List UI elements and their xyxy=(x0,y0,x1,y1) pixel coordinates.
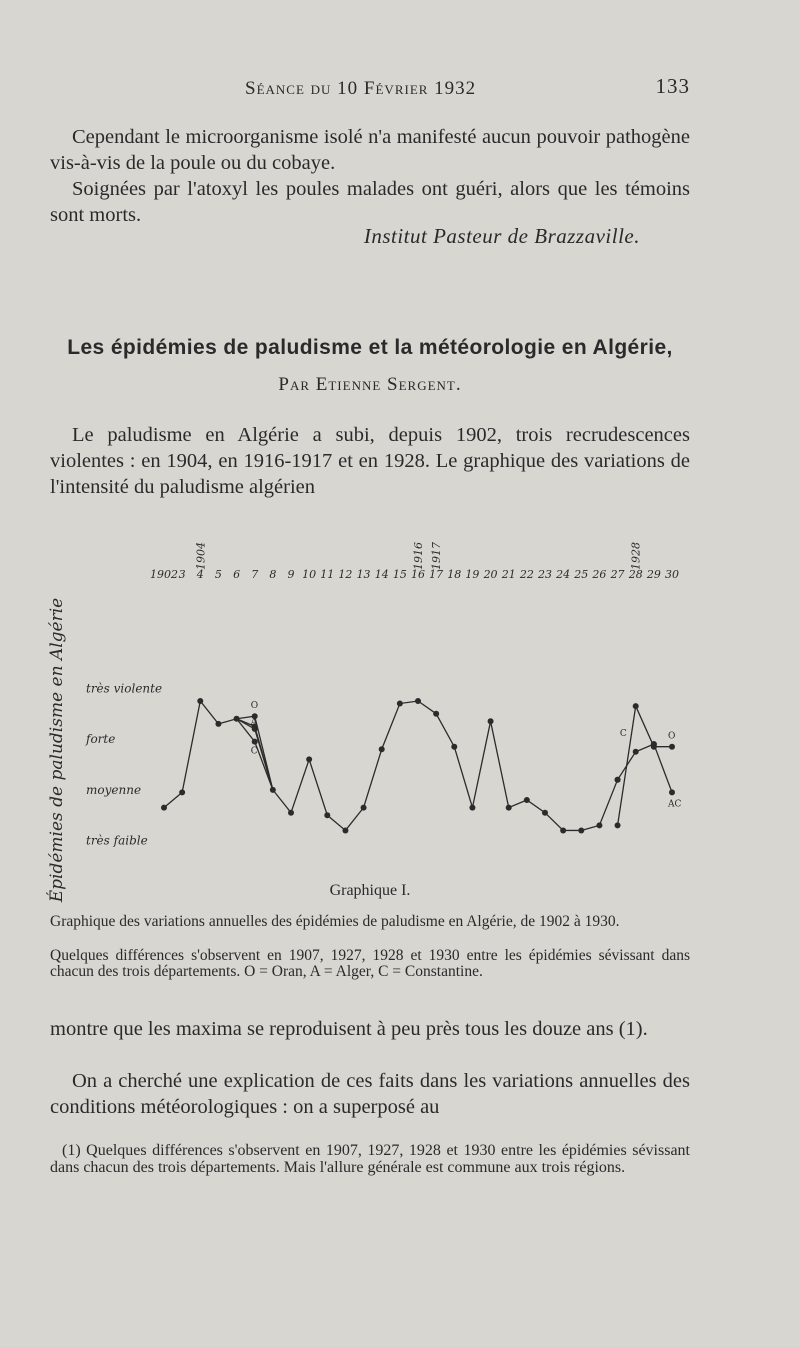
x-tick-label: 23 xyxy=(538,568,552,581)
x-tick-label: 7 xyxy=(251,568,259,581)
data-point xyxy=(288,810,294,816)
y-category-label: forte xyxy=(86,732,116,747)
x-tick-label: 10 xyxy=(302,568,317,581)
ending-point xyxy=(615,777,621,783)
x-tick-label: 29 xyxy=(646,568,661,581)
branch-label-1907: A xyxy=(250,717,258,728)
malaria-chart-figure xyxy=(40,520,700,910)
data-point xyxy=(324,812,330,818)
ending-line-O xyxy=(618,706,672,825)
x-tick-label: 19 xyxy=(465,568,480,581)
data-point xyxy=(306,756,312,762)
data-point xyxy=(379,746,385,752)
main-series-line xyxy=(164,701,618,830)
x-tick-label: 17 xyxy=(429,568,444,581)
data-point xyxy=(469,805,475,811)
previous-article-paragraph-2: Soignées par l'atoxyl les poules malades ont guéri, alors que les témoins sont morts. xyxy=(50,178,690,226)
y-category-label: très faible xyxy=(86,833,148,848)
branch-label-1907: O xyxy=(250,701,259,712)
data-point xyxy=(506,805,512,811)
epidemic-year-label: 1928 xyxy=(629,542,643,570)
data-point xyxy=(397,701,403,707)
article-continuation-paragraph: montre que les maxima se reproduisent à peu près tous les douze ans (1). xyxy=(50,1018,648,1040)
page-number: 133 xyxy=(655,74,690,98)
ending-line-AC xyxy=(654,744,672,792)
branch-label-1907: C xyxy=(250,746,258,757)
data-point xyxy=(542,810,548,816)
data-point xyxy=(596,822,602,828)
article-byline: Par Etienne Sergent. xyxy=(278,374,462,395)
figure-caption-2: Quelques différences s'observent en 1907, 1927, 1928 et 1930 entre les épidémies sévissant dans chacun des trois départements. O = Oran, A = Alger, C = Constantine. xyxy=(50,947,690,980)
y-category-label: moyenne xyxy=(86,782,142,797)
article-intro-paragraph: Le paludisme en Algérie a subi, depuis 1902, trois recrudescences violentes : en 1904, en 1916-1917 et en 1928. Le graphique des variations de l'intensité du paludisme algérien xyxy=(50,424,690,498)
x-tick-label: 30 xyxy=(665,568,679,581)
epidemic-year-label: 1916 xyxy=(412,542,425,570)
data-point xyxy=(560,827,566,833)
ending-point xyxy=(669,789,675,795)
data-point xyxy=(488,718,494,724)
x-tick-label: 9 xyxy=(287,568,295,581)
ending-point xyxy=(633,703,639,709)
x-tick-label: 16 xyxy=(411,568,425,581)
y-category-label: très violente xyxy=(86,681,163,696)
x-tick-label: 1902 xyxy=(150,568,178,581)
x-tick-label: 12 xyxy=(338,568,353,581)
data-point xyxy=(451,744,457,750)
data-point xyxy=(179,789,185,795)
ending-point xyxy=(651,741,657,747)
x-tick-label: 14 xyxy=(374,568,389,581)
x-tick-label: 27 xyxy=(610,568,625,581)
figure-caption-1: Graphique des variations annuelles des épidémies de paludisme en Algérie, de 1902 à 1930. xyxy=(50,913,620,930)
data-point xyxy=(361,805,367,811)
x-tick-label: 13 xyxy=(356,568,371,581)
x-tick-label: 20 xyxy=(483,568,498,581)
ending-point xyxy=(615,822,621,828)
data-point xyxy=(524,797,530,803)
data-point xyxy=(578,827,584,833)
x-tick-label: 6 xyxy=(233,568,241,581)
article-title: Les épidémies de paludisme et la météorologie en Algérie, xyxy=(67,336,673,359)
x-tick-label: 11 xyxy=(320,568,335,581)
x-tick-label: 22 xyxy=(519,568,534,581)
x-tick-label: 28 xyxy=(628,568,643,581)
x-tick-label: 18 xyxy=(447,568,462,581)
ending-point xyxy=(633,749,639,755)
epidemic-year-label: 1904 xyxy=(194,542,208,570)
y-axis-title: Épidémies de paludisme en Algérie xyxy=(47,597,67,903)
ending-label-C: C xyxy=(619,729,627,740)
branch-point-1907 xyxy=(252,739,258,745)
x-tick-label: 15 xyxy=(392,568,407,581)
x-tick-label: 24 xyxy=(556,568,571,581)
data-point xyxy=(433,711,439,717)
figure-label: Graphique I. xyxy=(329,882,411,899)
chart-marks xyxy=(46,542,681,903)
malaria-chart xyxy=(40,520,700,910)
x-tick-label: 26 xyxy=(592,568,607,581)
previous-article-paragraph-1: Cependant le microorganisme isolé n'a manifesté aucun pouvoir pathogène vis-à-vis de la poule ou du cobaye. xyxy=(50,126,690,174)
x-tick-label: 4 xyxy=(196,568,204,581)
institution-signature: Institut Pasteur de Brazzaville. xyxy=(363,224,640,248)
data-point xyxy=(342,827,348,833)
ending-point xyxy=(669,744,675,750)
article-paragraph-3: On a cherché une explication de ces faits dans les variations annuelles des conditions météorologiques : on a superposé au xyxy=(50,1070,690,1118)
x-tick-label: 25 xyxy=(574,568,589,581)
x-tick-label: 3 xyxy=(178,568,186,581)
epidemic-year-label: 1917 xyxy=(430,542,444,570)
running-head xyxy=(50,72,690,102)
ending-label-AC: AC xyxy=(668,799,682,810)
x-tick-label: 21 xyxy=(501,568,516,581)
x-tick-label: 8 xyxy=(269,568,277,581)
running-title: Séance du 10 Février 1932 xyxy=(245,78,477,99)
ending-label-O: O xyxy=(668,731,676,742)
data-point xyxy=(215,721,221,727)
data-point xyxy=(161,805,167,811)
data-point xyxy=(197,698,203,704)
x-tick-label: 5 xyxy=(214,568,222,581)
footnote: (1) Quelques différences s'observent en 1907, 1927, 1928 et 1930 entre les épidémies sévissant dans chacun des trois départements. Mais l'allure générale est commune aux trois régions. xyxy=(50,1142,690,1176)
data-point xyxy=(415,698,421,704)
